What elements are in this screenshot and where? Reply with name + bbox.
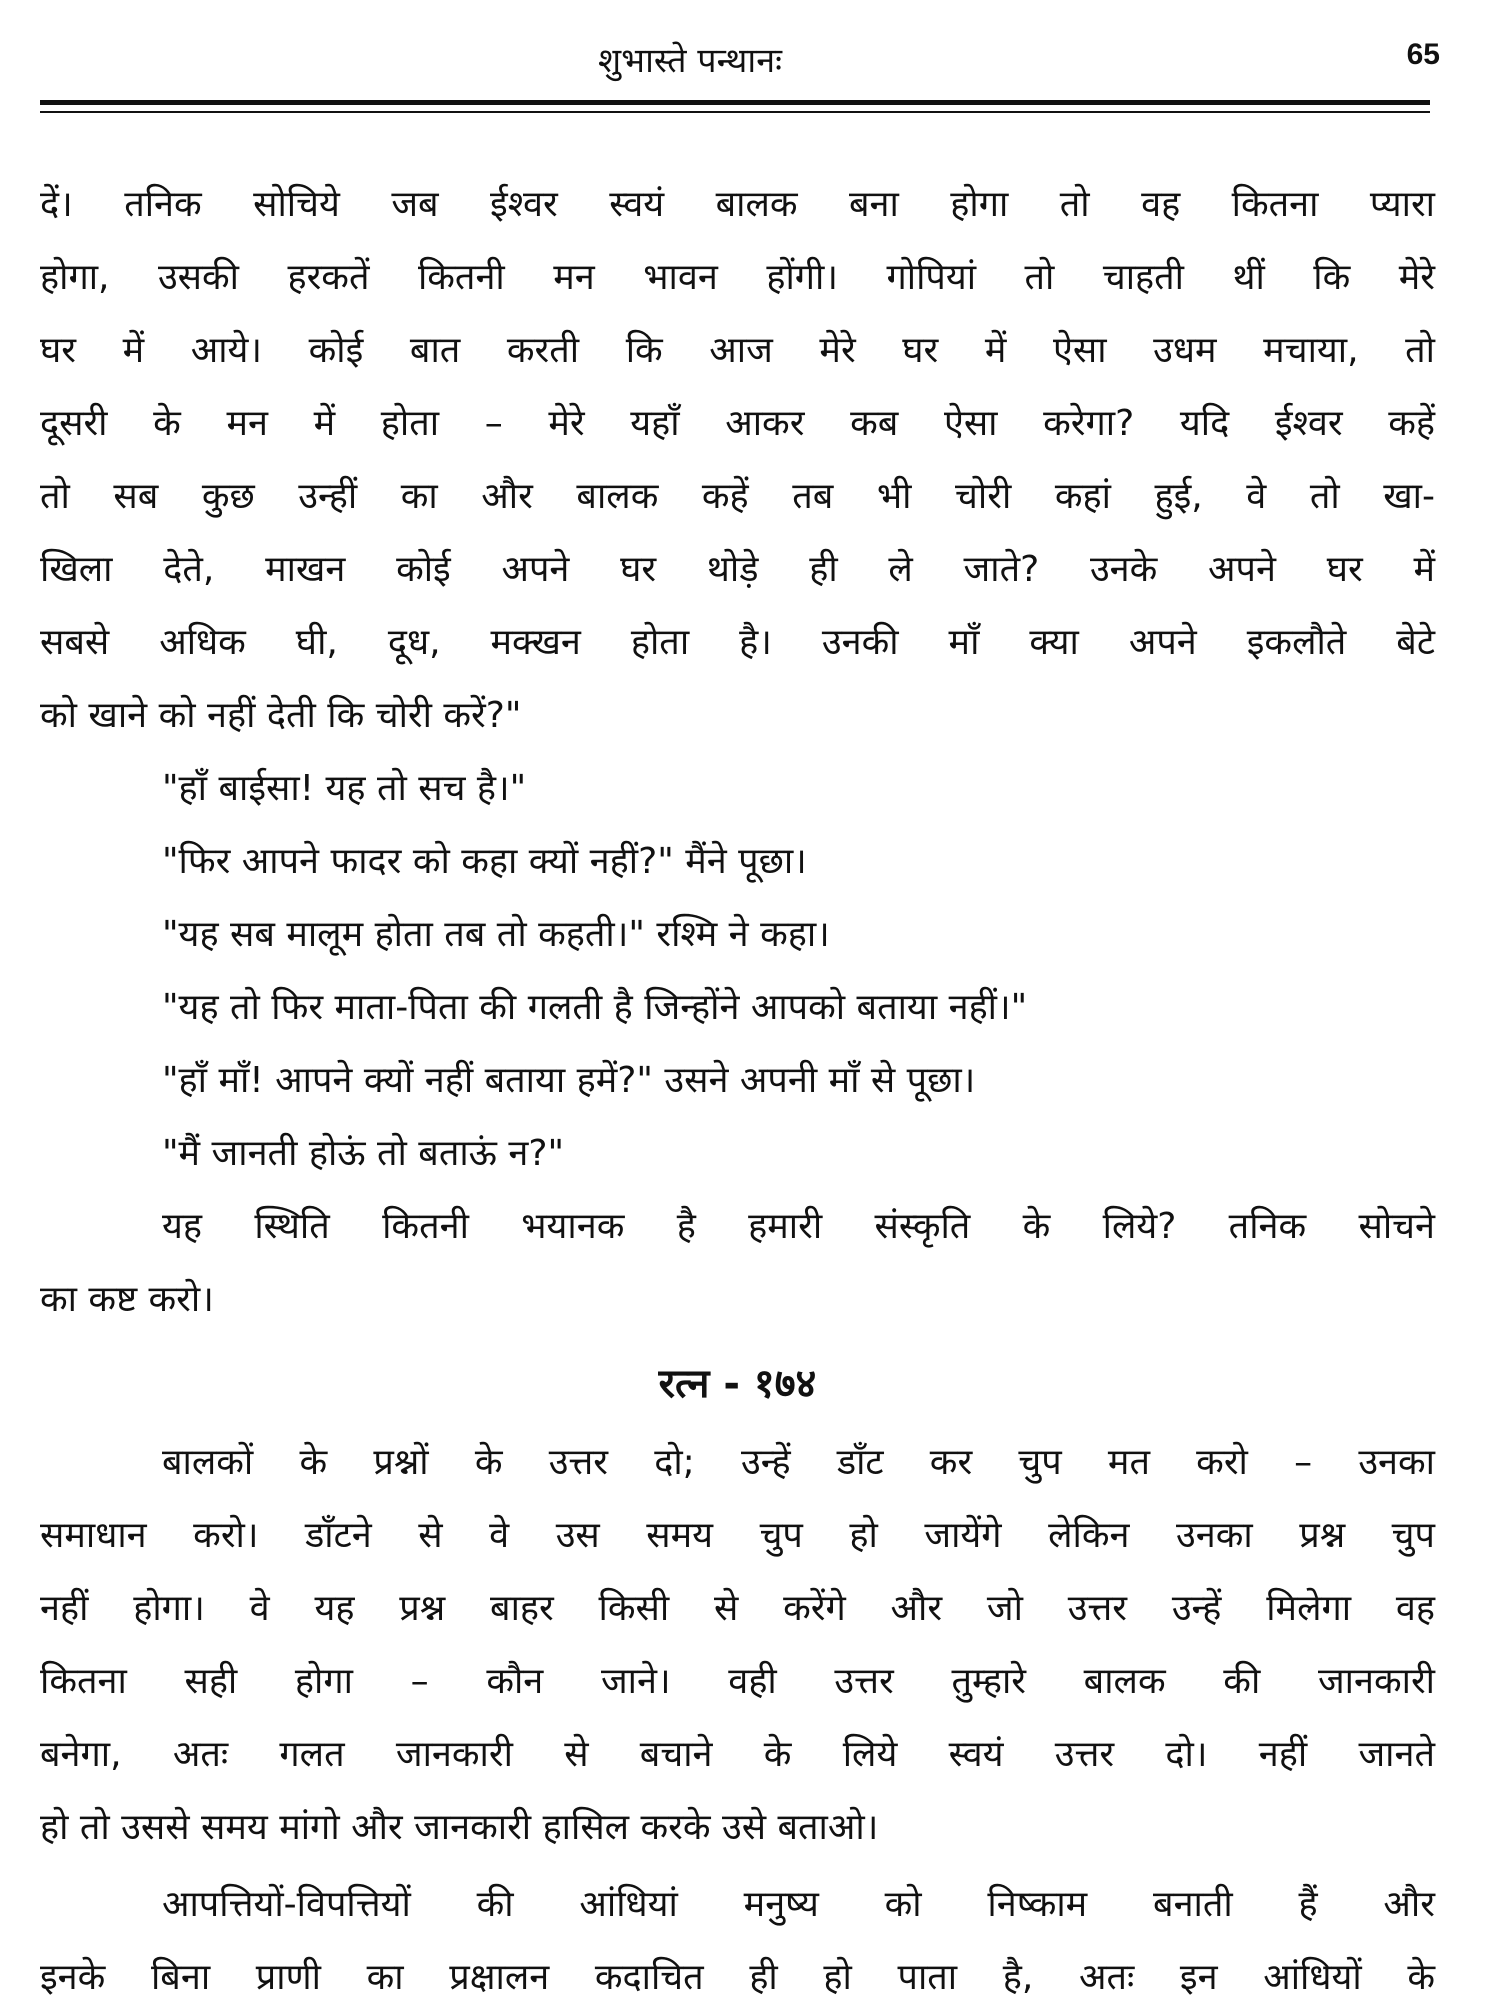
running-header — [40, 28, 1460, 90]
dialogue-line: "फिर आपने फादर को कहा क्यों नहीं?" मैंने पूछा। — [162, 841, 807, 882]
text-line: बनेगा, अतः गलत जानकारी से बचाने के लिये स्वयं उत्तर दो। नहीं जानते — [40, 1734, 1435, 1775]
dialogue-line: "हाँ बाईसा! यह तो सच है।" — [162, 768, 527, 809]
dialogue-line: "यह तो फिर माता-पिता की गलती है जिन्होंने आपको बताया नहीं।" — [162, 987, 1028, 1028]
paragraph-3 — [40, 1426, 1435, 1864]
text-line: आपत्तियों-विपत्तियों की आंधियां मनुष्य को निष्काम बनाती हैं और — [162, 1884, 1435, 1925]
text-line: होगा, उसकी हरकतें कितनी मन भावन होंगी। गोपियां तो चाहती थीं कि मेरे — [40, 257, 1435, 298]
dialogue-line: "हाँ माँ! आपने क्यों नहीं बताया हमें?" उसने अपनी माँ से पूछा। — [162, 1060, 976, 1101]
text-line: को खाने को नहीं देती कि चोरी करें?" — [40, 695, 522, 736]
paragraph-4 — [40, 1868, 1435, 2014]
text-line: यह स्थिति कितनी भयानक है हमारी संस्कृति के लिये? तनिक सोचने — [162, 1206, 1435, 1247]
text-line: घर में आये। कोई बात करती कि आज मेरे घर में ऐसा उधम मचाया, तो — [40, 330, 1435, 371]
paragraph-2 — [40, 1190, 1435, 1336]
dialogue-line: "मैं जानती होऊं तो बताऊं न?" — [162, 1133, 565, 1174]
header-rule-thin — [40, 111, 1430, 113]
page-number: 65 — [1406, 38, 1440, 71]
text-line: बालकों के प्रश्नों के उत्तर दो; उन्हें डाँट कर चुप मत करो – उनका — [162, 1442, 1435, 1483]
paragraph-1 — [40, 168, 1435, 752]
body-text — [40, 168, 1435, 2014]
text-line: इनके बिना प्राणी का प्रक्षालन कदाचित ही हो पाता है, अतः इन आंधियों के — [40, 1957, 1435, 1998]
text-line: समाधान करो। डाँटने से वे उस समय चुप हो जायेंगे लेकिन उनका प्रश्न चुप — [40, 1515, 1435, 1556]
text-line: हो तो उससे समय मांगो और जानकारी हासिल करके उसे बताओ। — [40, 1807, 879, 1848]
text-line: तो सब कुछ उन्हीं का और बालक कहें तब भी चोरी कहां हुई, वे तो खा- — [40, 476, 1435, 517]
text-line: खिला देते, माखन कोई अपने घर थोड़े ही ले जाते? उनके अपने घर में — [40, 549, 1435, 590]
text-line: कितना सही होगा – कौन जाने। वही उत्तर तुम्हारे बालक की जानकारी — [40, 1661, 1435, 1702]
text-line: दूसरी के मन में होता – मेरे यहाँ आकर कब ऐसा करेगा? यदि ईश्वर कहें — [40, 403, 1435, 444]
header-rule-thick — [40, 100, 1430, 105]
dialogue-block — [40, 752, 1435, 1190]
text-line: का कष्ट करो। — [40, 1279, 214, 1320]
text-line: नहीं होगा। वे यह प्रश्न बाहर किसी से करेंगे और जो उत्तर उन्हें मिलेगा वह — [40, 1588, 1435, 1629]
text-line: सबसे अधिक घी, दूध, मक्खन होता है। उनकी माँ क्या अपने इकलौते बेटे — [40, 622, 1435, 663]
dialogue-line: "यह सब मालूम होता तब तो कहती।" रश्मि ने कहा। — [162, 914, 830, 955]
text-line: दें। तनिक सोचिये जब ईश्वर स्वयं बालक बना होगा तो वह कितना प्यारा — [40, 184, 1435, 225]
book-page — [40, 28, 1460, 1998]
section-heading: रत्न - १७४ — [658, 1361, 817, 1407]
running-title: शुभास्ते पन्थानः — [598, 41, 782, 81]
